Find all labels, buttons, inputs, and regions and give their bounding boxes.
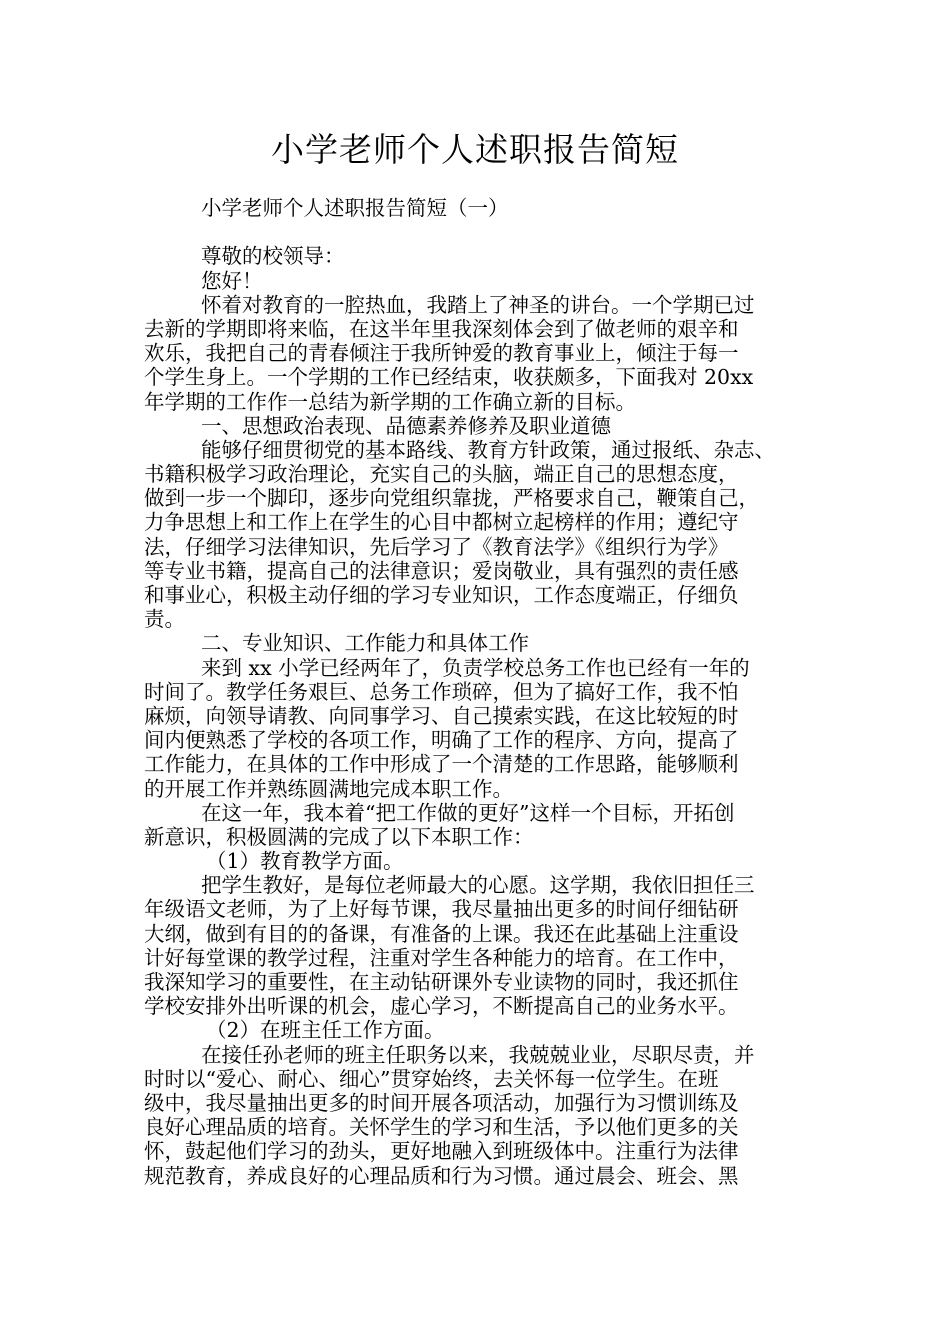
text-line: 年级语文老师，为了上好每节课，我尽量抽出更多的时间仔细钻研 bbox=[144, 897, 739, 922]
text-line: 力争思想上和工作上在学生的心目中都树立起榜样的作用；遵纪守 bbox=[144, 510, 739, 535]
text-line: 把学生教好，是每位老师最大的心愿。这学期，我依旧担任三 bbox=[201, 873, 755, 898]
text-line: （2）在班主任工作方面。 bbox=[206, 1018, 445, 1043]
salutation: 尊敬的校领导： bbox=[201, 244, 345, 269]
text-line: 怀，鼓起他们学习的劲头，更好地融入到班级体中。注重行为法律 bbox=[144, 1139, 739, 1164]
text-line: 个学生身上。一个学期的工作已经结束，收获颇多，下面我对 20xx bbox=[144, 365, 754, 390]
document-body bbox=[144, 196, 812, 1188]
text-line: 去新的学期即将来临，在这半年里我深刻体会到了做老师的艰辛和 bbox=[144, 316, 739, 341]
text-line: 书籍积极学习政治理论，充实自己的头脑，端正自己的思想态度， bbox=[144, 462, 739, 487]
blank-line bbox=[144, 220, 812, 244]
text-line: 计好每堂课的教学过程，注重对学生各种能力的培育。在工作中， bbox=[144, 945, 739, 970]
text-line: 间内便熟悉了学校的各项工作，明确了工作的程序、方向，提高了 bbox=[144, 728, 739, 753]
section-subtitle: 小学老师个人述职报告简短（一） bbox=[201, 196, 509, 220]
text-line: 一、思想政治表现、品德素养修养及职业道德 bbox=[201, 413, 611, 438]
text-line: 良好心理品质的培育。关怀学生的学习和生活，予以他们更多的关 bbox=[144, 1115, 739, 1140]
text-line: 规范教育，养成良好的心理品质和行为习惯。通过晨会、班会、黑 bbox=[144, 1163, 739, 1188]
text-line: 在这一年，我本着“把工作做的更好”这样一个目标，开拓创 bbox=[201, 800, 735, 825]
text-line: 工作能力，在具体的工作中形成了一个清楚的工作思路，能够顺利 bbox=[144, 752, 739, 777]
text-line: 二、专业知识、工作能力和具体工作 bbox=[201, 631, 529, 656]
document-title: 小学老师个人述职报告简短 bbox=[271, 130, 679, 169]
text-line: 新意识，积极圆满的完成了以下本职工作： bbox=[144, 824, 534, 849]
greeting: 您好！ bbox=[201, 268, 263, 293]
text-line: 来到 xx 小学已经两年了，负责学校总务工作也已经有一年的 bbox=[201, 655, 750, 680]
text-line: 时时以“爱心、耐心、细心”贯穿始终，去关怀每一位学生。在班 bbox=[144, 1066, 719, 1091]
paragraph-lines bbox=[144, 293, 812, 1188]
text-line: 级中，我尽量抽出更多的时间开展各项活动，加强行为习惯训练及 bbox=[144, 1090, 739, 1115]
text-line: 学校安排外出听课的机会，虚心学习，不断提高自己的业务水平。 bbox=[144, 994, 739, 1019]
text-line: 等专业书籍，提高自己的法律意识；爱岗敬业，具有强烈的责任感 bbox=[144, 558, 739, 583]
text-line: 欢乐，我把自己的青春倾注于我所钟爱的教育事业上，倾注于每一 bbox=[144, 341, 739, 366]
text-line: 大纲，做到有目的的备课，有准备的上课。我还在此基础上注重设 bbox=[144, 921, 739, 946]
text-line: 的开展工作并熟练圆满地完成本职工作。 bbox=[144, 776, 513, 801]
text-line: 麻烦，向领导请教、向同事学习、自己摸索实践，在这比较短的时 bbox=[144, 703, 739, 728]
text-line: 时间了。教学任务艰巨、总务工作琐碎，但为了搞好工作，我不怕 bbox=[144, 679, 739, 704]
text-line: 在接任孙老师的班主任职务以来，我兢兢业业，尽职尽责，并 bbox=[201, 1042, 755, 1067]
text-line: 责。 bbox=[144, 607, 185, 632]
text-line: 法，仔细学习法律知识，先后学习了《教育法学》《组织行为学》 bbox=[144, 534, 729, 559]
text-line: 年学期的工作作一总结为新学期的工作确立新的目标。 bbox=[144, 389, 636, 414]
text-line: （1）教育教学方面。 bbox=[206, 849, 404, 874]
text-line: 做到一步一个脚印，逐步向党组织靠拢，严格要求自己，鞭策自己， bbox=[144, 486, 759, 511]
text-line: 能够仔细贯彻党的基本路线、教育方针政策，通过报纸、杂志、 bbox=[201, 437, 775, 462]
text-line: 我深知学习的重要性，在主动钻研课外专业读物的同时，我还抓住 bbox=[144, 970, 739, 994]
text-line: 和事业心，积极主动仔细的学习专业知识，工作态度端正，仔细负 bbox=[144, 583, 739, 607]
text-line: 怀着对教育的一腔热血，我踏上了神圣的讲台。一个学期已过 bbox=[201, 292, 755, 317]
